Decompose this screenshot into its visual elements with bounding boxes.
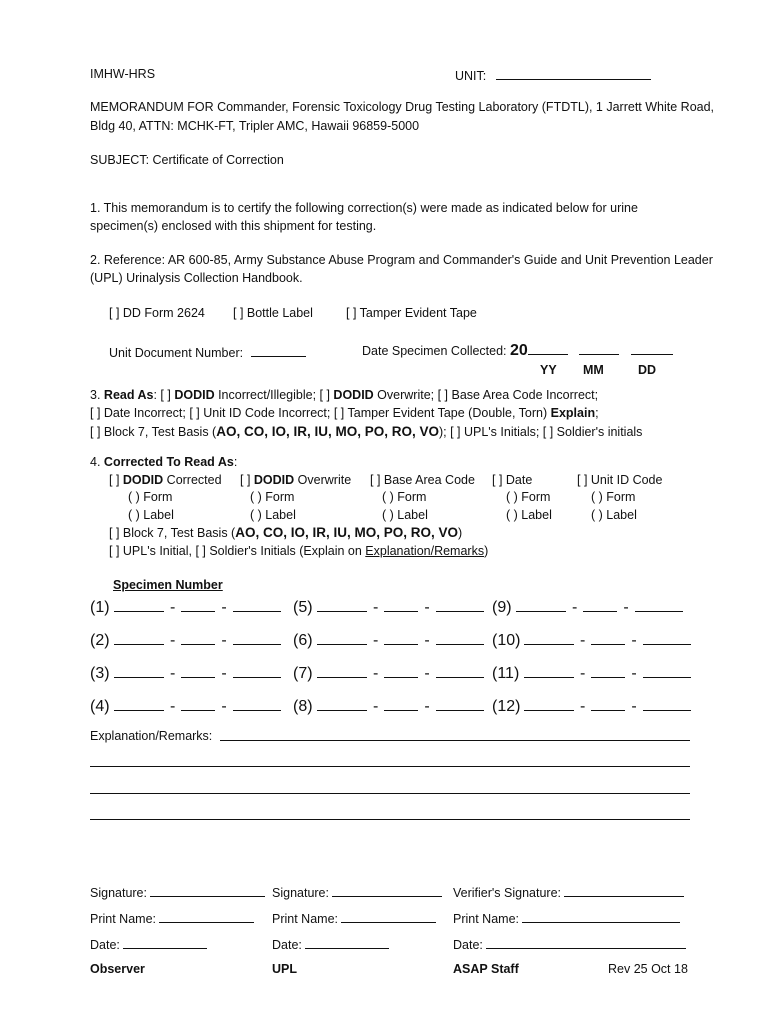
specimen-part-3-input[interactable] <box>436 662 484 678</box>
specimen-part-3-input[interactable] <box>643 662 691 678</box>
asap-date-input[interactable] <box>486 936 686 949</box>
specimen-part-2-input[interactable] <box>384 662 418 678</box>
specimen-part-3-input[interactable] <box>233 596 281 612</box>
specimen-row[interactable] <box>293 662 484 683</box>
para1-line-1: 1. This memorandum is to certify the following correction(s) were made as indicated below for urine <box>90 201 638 215</box>
upl-print-name[interactable] <box>272 910 436 926</box>
specimen-number-label: (9) <box>492 599 512 616</box>
specimen-dash: - <box>170 599 176 616</box>
specimen-part-2-input[interactable] <box>583 596 617 612</box>
observer-caption: Observer <box>90 962 145 976</box>
specimen-number-label: (7) <box>293 665 313 682</box>
opt-label-4[interactable]: ( ) Label <box>506 508 552 522</box>
print-name-label: Print Name: <box>272 912 338 926</box>
specimen-dash: - <box>623 599 629 616</box>
specimen-part-3-input[interactable] <box>233 629 281 645</box>
asap-print-name[interactable] <box>453 910 680 926</box>
verifier-signature-label: Verifier's Signature: <box>453 886 561 900</box>
specimen-dash: - <box>572 599 578 616</box>
specimen-row[interactable] <box>492 662 691 683</box>
specimen-dash: - <box>424 632 430 649</box>
date-label: Date: <box>453 938 483 952</box>
opt-form-1[interactable]: ( ) Form <box>128 490 173 504</box>
specimen-dash: - <box>373 599 379 616</box>
specimen-row[interactable] <box>90 662 281 683</box>
specimen-dash: - <box>373 665 379 682</box>
check-block7[interactable]: [ ] Block 7, Test Basis (AO, CO, IO, IR, IU, MO, PO, RO, VO) <box>109 525 463 540</box>
specimen-part-2-input[interactable] <box>384 629 418 645</box>
specimen-number-label: (10) <box>492 632 521 649</box>
specimen-number-label: (3) <box>90 665 110 682</box>
upl-caption: UPL <box>272 962 297 976</box>
specimen-part-3-input[interactable] <box>436 596 484 612</box>
specimen-row[interactable] <box>90 596 281 617</box>
specimen-part-1-input[interactable] <box>516 596 566 612</box>
upl-date[interactable] <box>272 936 389 952</box>
specimen-part-3-input[interactable] <box>436 695 484 711</box>
specimen-row[interactable] <box>293 695 484 716</box>
specimen-part-2-input[interactable] <box>384 695 418 711</box>
opt-form-4[interactable]: ( ) Form <box>506 490 551 504</box>
specimen-row[interactable] <box>293 629 484 650</box>
specimen-dash: - <box>580 665 586 682</box>
specimen-number-label: (4) <box>90 698 110 715</box>
corrected-heading: 4. Corrected To Read As: <box>90 455 238 469</box>
specimen-part-1-input[interactable] <box>114 596 164 612</box>
check-bottle-label[interactable]: [ ] Bottle Label <box>233 306 313 320</box>
check-tamper-tape[interactable]: [ ] Tamper Evident Tape <box>346 306 477 320</box>
explanation-link: Explanation/Remarks <box>365 544 485 558</box>
form-id: IMHW-HRS <box>90 67 156 81</box>
opt-label-3[interactable]: ( ) Label <box>382 508 428 522</box>
date-collected-field[interactable] <box>362 342 673 360</box>
asap-print-name-input[interactable] <box>522 910 680 923</box>
remarks-line-3[interactable] <box>90 793 690 794</box>
signature-label: Signature: <box>272 886 329 900</box>
mm-caption: MM <box>583 363 604 377</box>
specimen-title: Specimen Number <box>113 578 223 592</box>
specimen-dash: - <box>631 698 637 715</box>
check-dodid-overwrite[interactable]: [ ] DODID Overwrite <box>240 473 352 487</box>
check-dd-form[interactable]: [ ] DD Form 2624 <box>109 306 205 320</box>
specimen-row[interactable] <box>492 629 691 650</box>
opt-label-2[interactable]: ( ) Label <box>250 508 296 522</box>
unit-input[interactable] <box>496 67 651 80</box>
specimen-part-2-input[interactable] <box>591 695 625 711</box>
dd-input[interactable] <box>631 342 673 355</box>
specimen-dash: - <box>631 632 637 649</box>
unit-label: UNIT: <box>455 69 487 83</box>
specimen-row[interactable] <box>90 629 281 650</box>
unit-doc-input[interactable] <box>251 344 306 357</box>
specimen-number-label: (6) <box>293 632 313 649</box>
specimen-part-3-input[interactable] <box>643 695 691 711</box>
specimen-number-label: (11) <box>492 665 520 682</box>
specimen-part-2-input[interactable] <box>591 662 625 678</box>
date-label: Date: <box>90 938 120 952</box>
observer-signature-input[interactable] <box>150 884 265 897</box>
verifier-signature[interactable] <box>453 884 684 900</box>
para1-line-2: specimen(s) enclosed with this shipment for testing. <box>90 219 377 233</box>
date-label: Date: <box>272 938 302 952</box>
specimen-dash: - <box>170 665 176 682</box>
opt-form-2[interactable]: ( ) Form <box>250 490 295 504</box>
revision: Rev 25 Oct 18 <box>608 962 688 976</box>
specimen-dash: - <box>424 698 430 715</box>
specimen-dash: - <box>424 599 430 616</box>
observer-date-input[interactable] <box>123 936 207 949</box>
check-unit-id-code[interactable]: [ ] Unit ID Code <box>577 473 663 487</box>
specimen-part-1-input[interactable] <box>524 629 574 645</box>
specimen-dash: - <box>221 665 227 682</box>
specimen-part-1-input[interactable] <box>317 662 367 678</box>
specimen-dash: - <box>373 632 379 649</box>
remarks-line-2[interactable] <box>90 766 690 767</box>
signature-label: Signature: <box>90 886 147 900</box>
remarks-line-4[interactable] <box>90 819 690 820</box>
specimen-dash: - <box>424 665 430 682</box>
print-name-label: Print Name: <box>453 912 519 926</box>
specimen-part-3-input[interactable] <box>635 596 683 612</box>
memo-line-1: MEMORANDUM FOR Commander, Forensic Toxicology Drug Testing Laboratory (FTDTL), 1 Jarrett White Road, <box>90 100 715 114</box>
specimen-dash: - <box>631 665 637 682</box>
read-as-line-3: [ ] Block 7, Test Basis (AO, CO, IO, IR, IU, MO, PO, RO, VO); [ ] UPL's Initials; [ ] Soldier's initials <box>90 424 643 439</box>
year-prefix: 20 <box>510 342 528 359</box>
opt-label-5[interactable]: ( ) Label <box>591 508 637 522</box>
specimen-part-3-input[interactable] <box>233 662 281 678</box>
para2-line-2: (UPL) Urinalysis Collection Handbook. <box>90 271 303 285</box>
upl-signature[interactable] <box>272 884 442 900</box>
mm-input[interactable] <box>579 342 619 355</box>
memo-line-2: Bldg 40, ATTN: MCHK-FT, Tripler AMC, Hawaii 96859-5000 <box>90 119 420 133</box>
specimen-number-label: (12) <box>492 698 521 715</box>
specimen-part-2-input[interactable] <box>181 662 215 678</box>
specimen-dash: - <box>221 698 227 715</box>
specimen-part-1-input[interactable] <box>114 662 164 678</box>
specimen-part-2-input[interactable] <box>591 629 625 645</box>
specimen-part-1-input[interactable] <box>317 695 367 711</box>
specimen-row[interactable] <box>90 695 281 716</box>
specimen-number-label: (8) <box>293 698 313 715</box>
unit-doc-field[interactable] <box>109 344 306 360</box>
unit-doc-label: Unit Document Number: <box>109 346 244 360</box>
print-name-label: Print Name: <box>90 912 156 926</box>
asap-date[interactable] <box>453 936 686 952</box>
check-date[interactable]: [ ] Date <box>492 473 533 487</box>
specimen-part-1-input[interactable] <box>114 695 164 711</box>
specimen-row[interactable] <box>293 596 484 617</box>
specimen-dash: - <box>580 632 586 649</box>
check-base-area-code[interactable]: [ ] Base Area Code <box>370 473 475 487</box>
specimen-part-3-input[interactable] <box>643 629 691 645</box>
unit-field[interactable] <box>455 67 651 83</box>
specimen-part-1-input[interactable] <box>524 662 574 678</box>
specimen-part-3-input[interactable] <box>233 695 281 711</box>
yy-caption: YY <box>540 363 557 377</box>
specimen-part-2-input[interactable] <box>181 596 215 612</box>
specimen-part-2-input[interactable] <box>384 596 418 612</box>
specimen-row[interactable] <box>492 596 683 617</box>
opt-form-5[interactable]: ( ) Form <box>591 490 636 504</box>
verifier-signature-input[interactable] <box>564 884 684 897</box>
check-initials[interactable]: [ ] UPL's Initial, [ ] Soldier's Initials (Explain on Explanation/Remarks) <box>109 544 489 558</box>
upl-date-input[interactable] <box>305 936 389 949</box>
upl-print-name-input[interactable] <box>341 910 436 923</box>
specimen-dash: - <box>221 632 227 649</box>
observer-print-name-input[interactable] <box>159 910 254 923</box>
yy-input[interactable] <box>528 342 568 355</box>
specimen-part-1-input[interactable] <box>317 629 367 645</box>
para2-line-1: 2. Reference: AR 600-85, Army Substance Abuse Program and Commander's Guide and Unit Prevention Leader <box>90 253 713 267</box>
remarks-label: Explanation/Remarks: <box>90 729 213 743</box>
specimen-part-1-input[interactable] <box>317 596 367 612</box>
date-collected-label: Date Specimen Collected: <box>362 344 507 358</box>
specimen-part-3-input[interactable] <box>436 629 484 645</box>
remarks-line-1[interactable] <box>220 740 690 741</box>
specimen-dash: - <box>170 632 176 649</box>
specimen-number-label: (1) <box>90 599 110 616</box>
asap-caption: ASAP Staff <box>453 962 519 976</box>
specimen-dash: - <box>373 698 379 715</box>
dd-caption: DD <box>638 363 657 377</box>
specimen-part-1-input[interactable] <box>524 695 574 711</box>
observer-signature[interactable] <box>90 884 265 900</box>
opt-label-1[interactable]: ( ) Label <box>128 508 174 522</box>
specimen-row[interactable] <box>492 695 691 716</box>
specimen-dash: - <box>221 599 227 616</box>
subject: SUBJECT: Certificate of Correction <box>90 153 284 167</box>
specimen-number-label: (5) <box>293 599 313 616</box>
specimen-part-2-input[interactable] <box>181 629 215 645</box>
observer-date[interactable] <box>90 936 207 952</box>
opt-form-3[interactable]: ( ) Form <box>382 490 427 504</box>
specimen-number-label: (2) <box>90 632 110 649</box>
read-as-line-2: [ ] Date Incorrect; [ ] Unit ID Code Incorrect; [ ] Tamper Evident Tape (Double, Torn) Explain; <box>90 406 599 420</box>
specimen-dash: - <box>170 698 176 715</box>
specimen-dash: - <box>580 698 586 715</box>
read-as-line-1: 3. Read As: [ ] DODID Incorrect/Illegible; [ ] DODID Overwrite; [ ] Base Area Code Incorrect; <box>90 388 599 402</box>
specimen-part-2-input[interactable] <box>181 695 215 711</box>
check-dodid-corrected[interactable]: [ ] DODID Corrected <box>109 473 222 487</box>
upl-signature-input[interactable] <box>332 884 442 897</box>
specimen-part-1-input[interactable] <box>114 629 164 645</box>
observer-print-name[interactable] <box>90 910 254 926</box>
